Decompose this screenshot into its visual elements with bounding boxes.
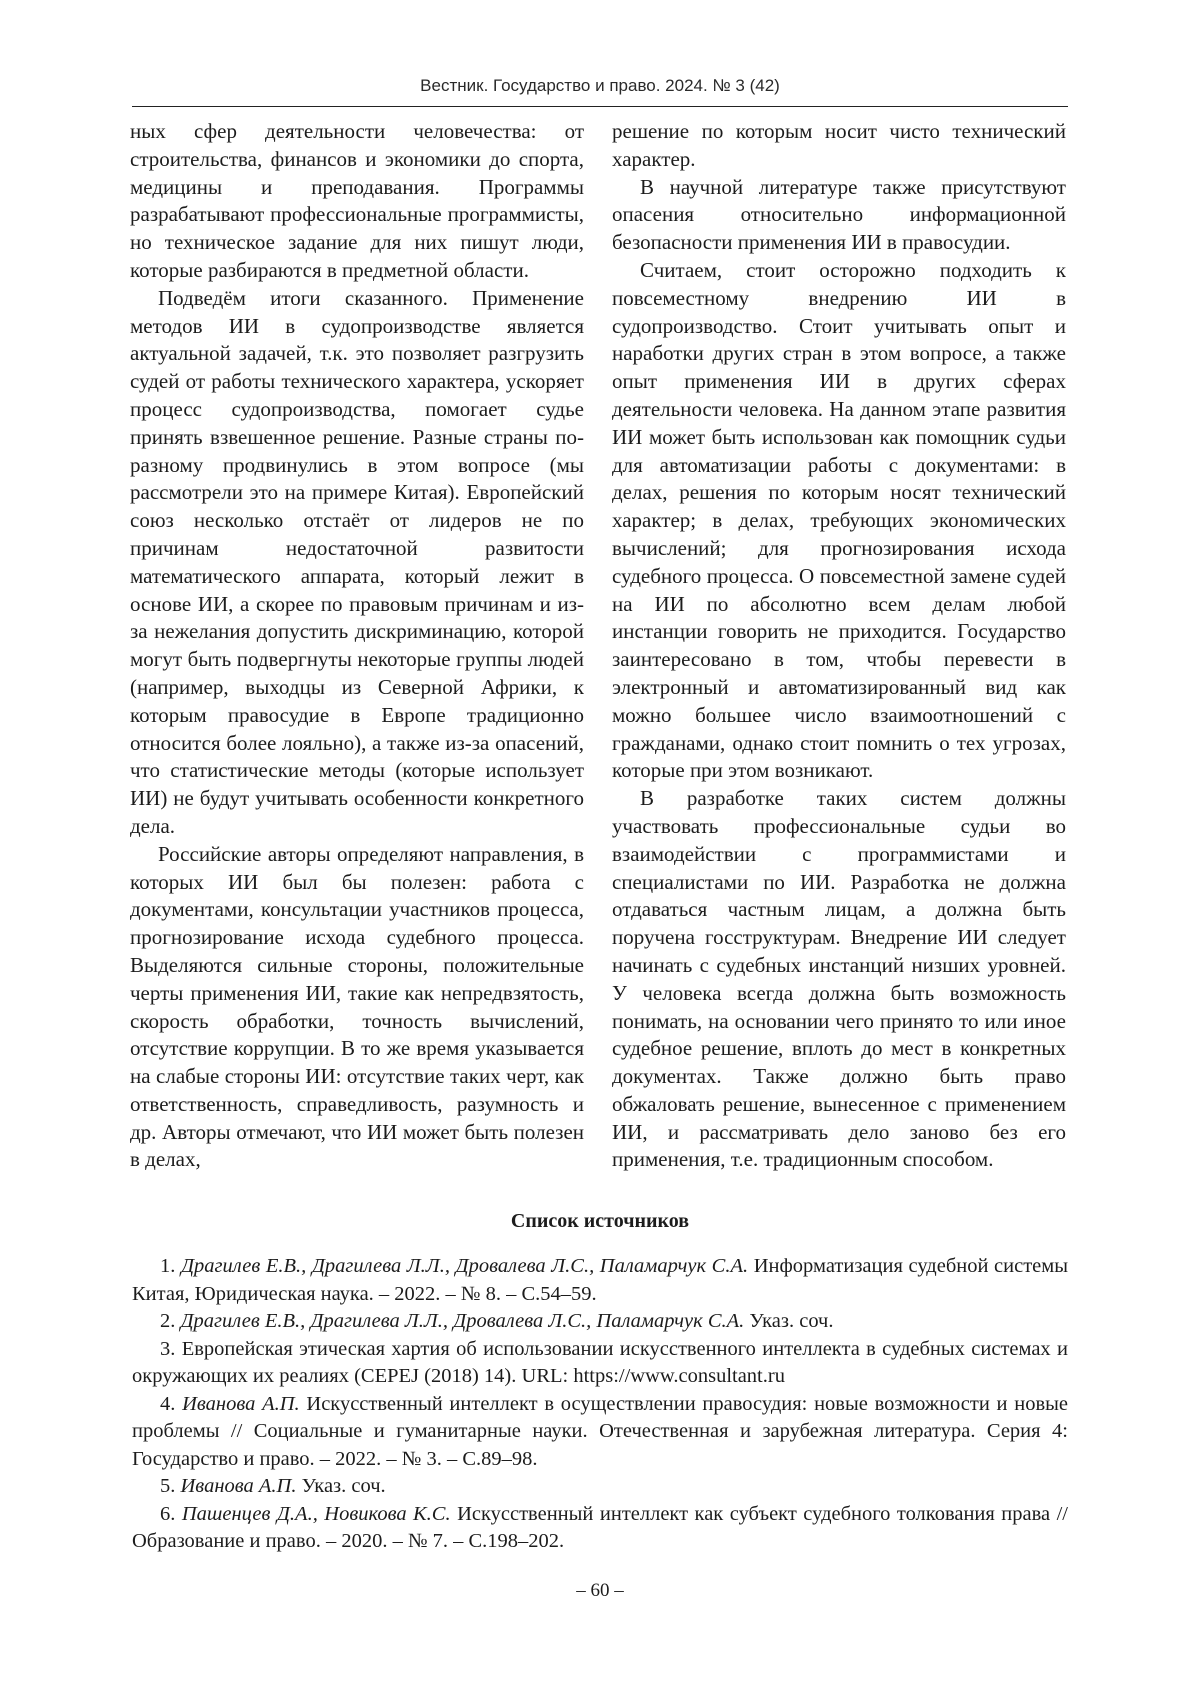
reference-number: 1. [160,1255,176,1277]
left-column [130,118,584,1174]
paragraph: Подведём итоги сказанного. Применение методов ИИ в судопроизводстве является актуальной задачей, т.к. это позволяет разгрузить судей от работы технического характера, ускоряет процесс судопроизводства, помогает судье принять взвешенное решение. Разные страны по-разному продвинулись в этом вопросе (мы рассмотрели это на примере Китая). Европейский союз несколько отстаёт от лидеров не по причинам недостаточной развитости математического аппарата, который лежит в основе ИИ, а скорее по правовым причинам и из-за нежелания допустить дискриминацию, которой могут быть подвергнуты некоторые группы людей (например, выходцы из Северной Африки, к которым правосудие в Европе традиционно относится более лояльно), а также из-за опасений, что статистические методы (которые использует ИИ) не будут учитывать особенности конкретного дела. [130,285,584,838]
reference-authors: Иванова А.П. [182,1392,300,1415]
paragraph: В разработке таких систем должны участвовать профессиональные судьи во взаимодействии с программистами и специалистами по ИИ. Разработка не должна отдаваться частным лицам, а должна быть поручена госструктурам. Внедрение ИИ следует начинать с судебных инстанций низших уровней. У человека всегда должна быть возможность понимать, на основании чего принято то или иное судебное решение, вплоть до мест в конкретных документах. Также должно быть право обжаловать решение, вынесенное с применением ИИ, и рассматривать дело заново без его применения, т.е. традиционным способом. [612,786,1066,1172]
paragraph: решение по которым носит чисто технический характер. [612,119,1066,171]
paragraph: Российские авторы определяют направления, в которых ИИ был бы полезен: работа с документами, консультации участников процесса, прогнозирование исхода судебного процесса. Выделяются сильные стороны, положительные черты применения ИИ, такие как непредвзятость, скорость обработки, точность вычислений, отсутствие коррупции. В то же время указывается на слабые стороны ИИ: отсутствие таких черт, как ответственность, справедливость, разумность и др. Авторы отмечают, что ИИ может быть полезен в делах, [130,841,584,1172]
reference-item [132,1473,1068,1501]
reference-authors: Драгилев Е.В., Драгилева Л.Л., Дровалева Л.С., Паламарчук С.А. [180,1310,745,1332]
reference-item [132,1501,1068,1556]
reference-item [132,1308,1068,1336]
reference-text: Указ. соч. [749,1310,834,1332]
reference-text: Информатизация судебной системы Китая, Юридическая наука. – 2022. – № 8. – С.54–59. [132,1255,1069,1305]
running-header: Вестник. Государство и право. 2024. № 3 (42) [420,76,780,95]
reference-number: 6. [160,1502,176,1525]
reference-item [132,1253,1068,1308]
paragraph: ных сфер деятельности человечества: от строительства, финансов и экономики до спорта, медицины и преподавания. Программы разрабатывают профессиональные программисты, но техническое задание для них пишут люди, которые разбираются в предметной области. [130,119,584,282]
paragraph: Считаем, стоит осторожно подходить к повсеместному внедрению ИИ в судопроизводство. Стоит учитывать опыт и наработки других стран в этом вопросе, а также опыт применения ИИ в других сферах деятельности человека. На данном этапе развития ИИ может быть использован как помощник судьи для автоматизации работы с документами: в делах, решения по которым носят технический характер; в делах, требующих экономических вычислений; для прогнозирования исхода судебного процесса. О повсеместной замене судей на ИИ по абсолютно всем делам любой инстанции говорить не приходится. Государство заинтересовано в том, чтобы перевести в электронный и автоматизированный вид как можно большее число взаимоотношений с гражданами, однако стоит помнить о тех угрозах, которые при этом возникают. [612,257,1066,783]
reference-authors: Пашенцев Д.А., Новикова К.С. [181,1502,451,1525]
reference-text: Указ. соч. [301,1475,386,1497]
references-list [132,1253,1068,1556]
page-number: – 60 – [576,1580,624,1601]
references-title: Список источников [510,1210,690,1232]
paragraph: В научной литературе также присутствуют опасения относительно информационной безопасности применения ИИ в правосудии. [612,174,1066,255]
reference-authors: Драгилев Е.В., Драгилева Л.Л., Дровалева Л.С., Паламарчук С.А. [180,1255,749,1277]
reference-number: 5. [160,1475,176,1497]
reference-number: 3. [160,1337,176,1360]
reference-text: Искусственный интеллект как субъект судебного толкования права // Образование и право. – 2020. – № 7. – С.198–202. [132,1502,1069,1552]
header-rule [132,106,1068,107]
reference-text: Европейская этическая хартия об использовании искусственного интеллекта в судебных системах и окружающих их реалиях (CEPEJ (2018) 14). URL: https://www.consultant.ru [132,1337,1068,1387]
reference-item [132,1391,1068,1474]
reference-text: Искусственный интеллект в осуществлении правосудия: новые возможности и новые проблемы // Социальные и гуманитарные науки. Отечественная и зарубежная литература. Серия 4: Государство и право. – 2022. – № 3. – С.89–98. [132,1392,1069,1470]
reference-number: 2. [160,1310,176,1332]
reference-authors: Иванова А.П. [180,1475,297,1497]
reference-number: 4. [160,1392,176,1415]
right-column [612,118,1066,1174]
reference-item [132,1336,1068,1391]
